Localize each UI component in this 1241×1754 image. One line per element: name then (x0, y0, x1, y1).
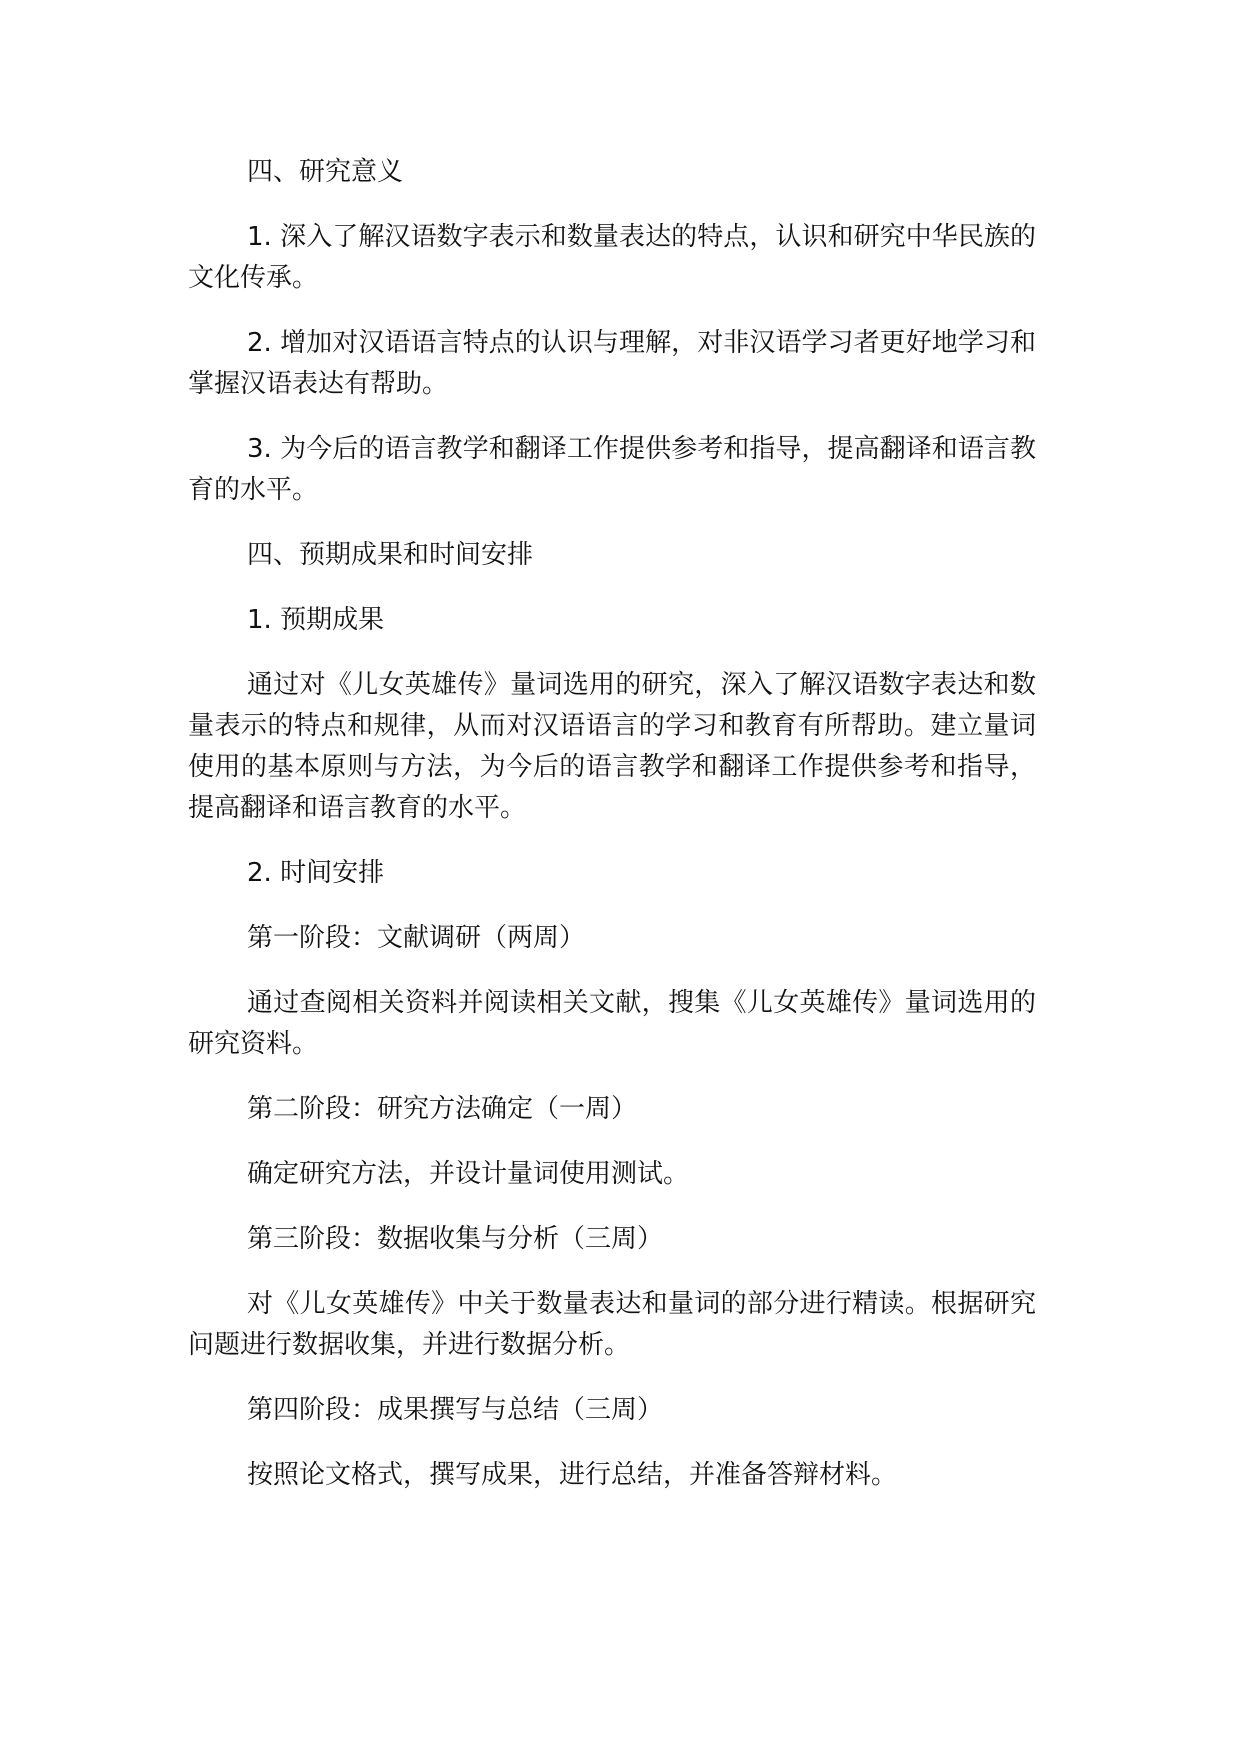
stage-3-heading: 第三阶段：数据收集与分析（三周） (247, 1224, 664, 1254)
stage-3-text: 对《儿女英雄传》中关于数量表达和量词的部分进行精读。根据研究问题进行数据收集，并进行数据分析。 (188, 1289, 1036, 1360)
significance-item-1: 1. 深入了解汉语数字表示和数量表达的特点，认识和研究中华民族的文化传承。 (188, 222, 1036, 293)
subheading-expected-results: 1. 预期成果 (247, 605, 385, 635)
subheading-schedule: 2. 时间安排 (247, 858, 385, 888)
significance-item-2: 2. 增加对汉语语言特点的认识与理解，对非汉语学习者更好地学习和掌握汉语表达有帮助。 (188, 328, 1036, 399)
section-heading-research-significance: 四、研究意义 (247, 157, 404, 187)
significance-item-3: 3. 为今后的语言教学和翻译工作提供参考和指导，提高翻译和语言教育的水平。 (188, 434, 1036, 505)
stage-4-text: 按照论文格式，撰写成果，进行总结，并准备答辩材料。 (247, 1460, 898, 1490)
stage-2-text: 确定研究方法，并设计量词使用测试。 (247, 1159, 690, 1189)
stage-4-heading: 第四阶段：成果撰写与总结（三周） (247, 1395, 664, 1425)
section-heading-expected-results-schedule: 四、预期成果和时间安排 (247, 540, 534, 570)
expected-results-text: 通过对《儿女英雄传》量词选用的研究，深入了解汉语数字表达和数量表示的特点和规律，从而对汉语语言的学习和教育有所帮助。建立量词使用的基本原则与方法，为今后的语言教学和翻译工作提供参考和指导，提高翻译和语言教育的水平。 (188, 670, 1036, 823)
document-body (188, 152, 1036, 1520)
stage-2-heading: 第二阶段：研究方法确定（一周） (247, 1094, 638, 1124)
stage-1-text: 通过查阅相关资料并阅读相关文献，搜集《儿女英雄传》量词选用的研究资料。 (188, 988, 1036, 1059)
stage-1-heading: 第一阶段：文献调研（两周） (247, 923, 586, 953)
